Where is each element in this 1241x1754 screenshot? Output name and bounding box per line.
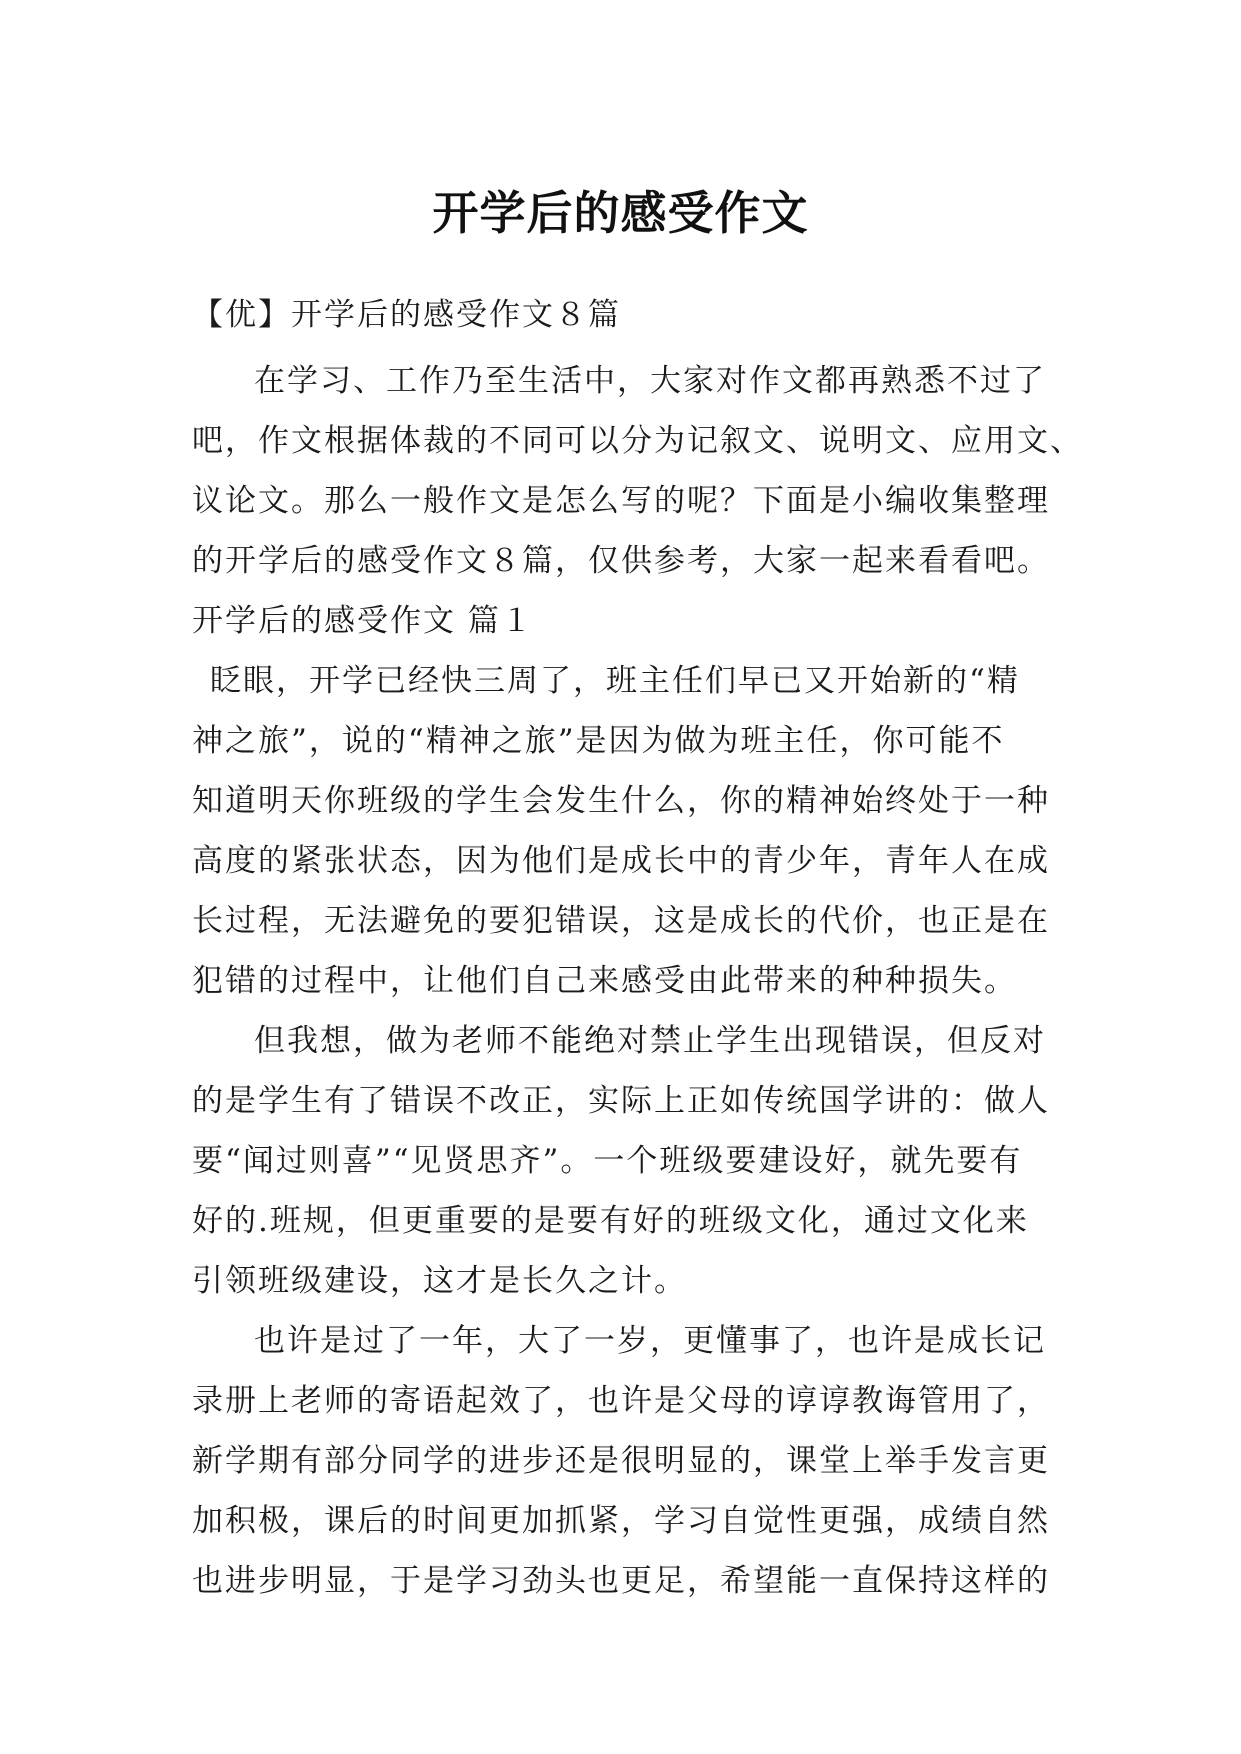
document-body	[192, 285, 1083, 1611]
text-line: 眨眼，开学已经快三周了，班主任们早已又开始新的“精	[210, 663, 1020, 699]
document-title: 开学后的感受作文	[432, 185, 809, 240]
text-line: 吧，作文根据体裁的不同可以分为记叙文、说明文、应用文、	[192, 423, 1083, 459]
text-line: 犯错的过程中，让他们自己来感受由此带来的种种损失。	[192, 963, 1017, 999]
text-line: 高度的紧张状态，因为他们是成长中的青少年，青年人在成	[192, 843, 1050, 879]
intro-paragraph	[192, 351, 1083, 591]
text-line: 但我想，做为老师不能绝对禁止学生出现错误，但反对	[254, 1023, 1046, 1059]
text-line: 也许是过了一年，大了一岁，更懂事了，也许是成长记	[254, 1323, 1046, 1359]
paragraph-1	[192, 651, 1062, 1011]
text-line: 知道明天你班级的学生会发生什么，你的精神始终处于一种	[192, 783, 1050, 819]
text-line: 议论文。那么一般作文是怎么写的呢？下面是小编收集整理	[192, 483, 1050, 519]
text-line: 的开学后的感受作文８篇，仅供参考，大家一起来看看吧。	[192, 543, 1050, 579]
text-line: 在学习、工作乃至生活中，大家对作文都再熟悉不过了	[254, 363, 1046, 399]
text-line: 加积极，课后的时间更加抓紧，学习自觉性更强，成绩自然	[192, 1503, 1050, 1539]
text-line: 引领班级建设，这才是长久之计。	[192, 1263, 687, 1299]
text-line: 好的.班规，但更重要的是要有好的班级文化，通过文化来	[192, 1203, 1029, 1239]
text-line: 神之旅”，说的“精神之旅”是因为做为班主任，你可能不	[192, 723, 1005, 759]
text-line: 也进步明显，于是学习劲头也更足，希望能一直保持这样的	[192, 1563, 1050, 1599]
text-line: 新学期有部分同学的进步还是很明显的，课堂上举手发言更	[192, 1443, 1050, 1479]
text-line: 录册上老师的寄语起效了，也许是父母的谆谆教诲管用了，	[192, 1383, 1050, 1419]
section-heading: 开学后的感受作文 篇１	[192, 603, 534, 639]
text-line: 的是学生有了错误不改正，实际上正如传统国学讲的：做人	[192, 1083, 1050, 1119]
text-line: 长过程，无法避免的要犯错误，这是成长的代价，也正是在	[192, 903, 1050, 939]
paragraph-2	[192, 1011, 1062, 1311]
paragraph-3	[192, 1311, 1062, 1611]
subtitle-line: 【优】开学后的感受作文８篇	[192, 297, 621, 333]
text-line: 要“闻过则喜”“见贤思齐”。一个班级要建设好，就先要有	[192, 1143, 1023, 1179]
